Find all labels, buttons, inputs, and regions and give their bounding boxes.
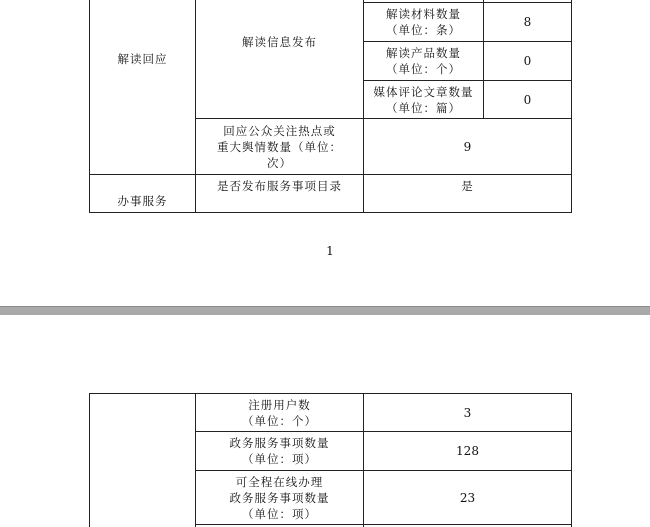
- subsection-label-text: 解读信息发布: [242, 35, 317, 49]
- indicator-label-line: 次）: [267, 155, 292, 170]
- indicator-unit: （单位：个）: [386, 62, 461, 76]
- indicator-label-line: 可全程在线办理: [235, 474, 324, 489]
- table-border-right: [571, 393, 572, 527]
- indicator-label-line: 回应公众关注热点或: [223, 123, 336, 138]
- section-label: [90, 190, 195, 212]
- subsection-label: [196, 0, 363, 84]
- indicator-unit: （单位：项）: [242, 452, 317, 466]
- indicator-unit: （单位：个）: [242, 413, 317, 428]
- indicator-label: [364, 81, 483, 118]
- indicator-value: [364, 119, 571, 174]
- indicator-value: [364, 432, 571, 470]
- indicator-value: [484, 81, 571, 118]
- indicator-label: [196, 119, 363, 174]
- indicator-unit: （单位：项）: [242, 506, 317, 521]
- indicator-label: [196, 471, 363, 524]
- table-border-left: [89, 393, 90, 527]
- indicator-value: [364, 471, 571, 524]
- indicator-label-line: 解读材料数量: [386, 7, 461, 21]
- indicator-value-text: 0: [523, 92, 532, 107]
- indicator-label-line: 政务服务事项数量: [229, 436, 330, 450]
- indicator-label: [196, 432, 363, 470]
- indicator-value: [484, 42, 571, 80]
- indicator-value-text: 128: [456, 444, 479, 458]
- indicator-value-text: 8: [523, 15, 532, 29]
- indicator-label-line: 重大舆情数量（单位：: [217, 139, 342, 154]
- indicator-label-line: 注册用户数: [248, 397, 311, 412]
- page-number: 1: [326, 244, 334, 258]
- indicator-value-text: 23: [459, 490, 476, 505]
- section-label: [90, 0, 195, 118]
- indicator-label: [196, 394, 363, 431]
- indicator-value-text: 是: [461, 179, 474, 193]
- indicator-label-line: 政务服务事项数量: [229, 490, 330, 505]
- section-label-text: 办事服务: [117, 194, 168, 208]
- indicator-label: [196, 175, 363, 197]
- page-separator: [0, 306, 650, 315]
- indicator-value-text: 9: [463, 139, 472, 154]
- indicator-unit: （单位：篇）: [386, 100, 461, 115]
- document-page-2: [0, 315, 650, 527]
- indicator-value: [364, 175, 571, 197]
- indicator-value: [364, 394, 571, 431]
- table-border-right: [571, 0, 572, 213]
- indicator-unit: （单位：条）: [386, 23, 461, 37]
- section-label-text: 解读回应: [117, 52, 168, 66]
- indicator-label-line: 是否发布服务事项目录: [217, 179, 342, 193]
- table-rule: [89, 212, 572, 213]
- indicator-value: [484, 3, 571, 41]
- indicator-value-text: 0: [523, 54, 532, 68]
- indicator-label: [364, 42, 483, 80]
- indicator-label-line: 解读产品数量: [386, 46, 461, 60]
- indicator-value-text: 3: [463, 405, 472, 420]
- indicator-label-line: 媒体评论文章数量: [373, 84, 474, 99]
- table-rule: [195, 524, 572, 525]
- indicator-label: [364, 3, 483, 41]
